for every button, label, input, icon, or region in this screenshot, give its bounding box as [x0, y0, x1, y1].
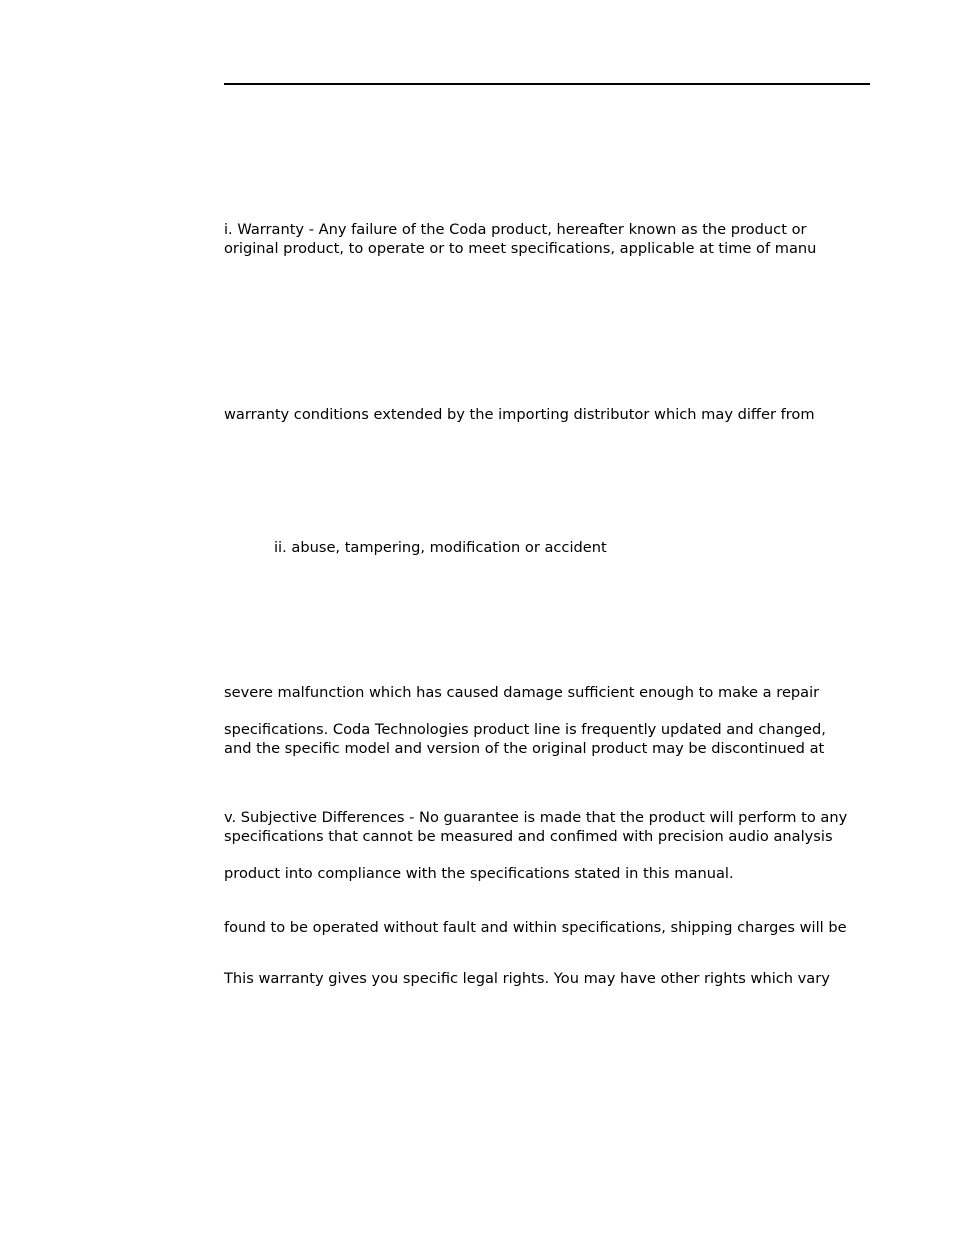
- text-line-10: product into compliance with the specifications stated in this manual.: [224, 865, 734, 882]
- text-line-8: v. Subjective Differences - No guarantee is made that the product will perform to any: [224, 809, 848, 826]
- text-line-6: specifications. Coda Technologies product line is frequently updated and changed,: [224, 721, 826, 738]
- text-line-4: ii. abuse, tampering, modification or accident: [274, 539, 607, 556]
- text-line-11: found to be operated without fault and within specifications, shipping charges will be: [224, 919, 847, 936]
- text-line-9: specifications that cannot be measured and confimed with precision audio analysis: [224, 828, 833, 845]
- header-rule: [224, 83, 870, 85]
- text-line-12: This warranty gives you specific legal rights. You may have other rights which vary: [224, 970, 830, 987]
- text-line-5: severe malfunction which has caused damage sufficient enough to make a repair: [224, 684, 820, 701]
- text-line-1: i. Warranty - Any failure of the Coda product, hereafter known as the product or: [224, 221, 807, 238]
- text-line-7: and the specific model and version of the original product may be discontinued at: [224, 740, 825, 757]
- text-line-2: original product, to operate or to meet specifications, applicable at time of manu: [224, 240, 817, 257]
- text-line-3: warranty conditions extended by the importing distributor which may differ from: [224, 406, 815, 423]
